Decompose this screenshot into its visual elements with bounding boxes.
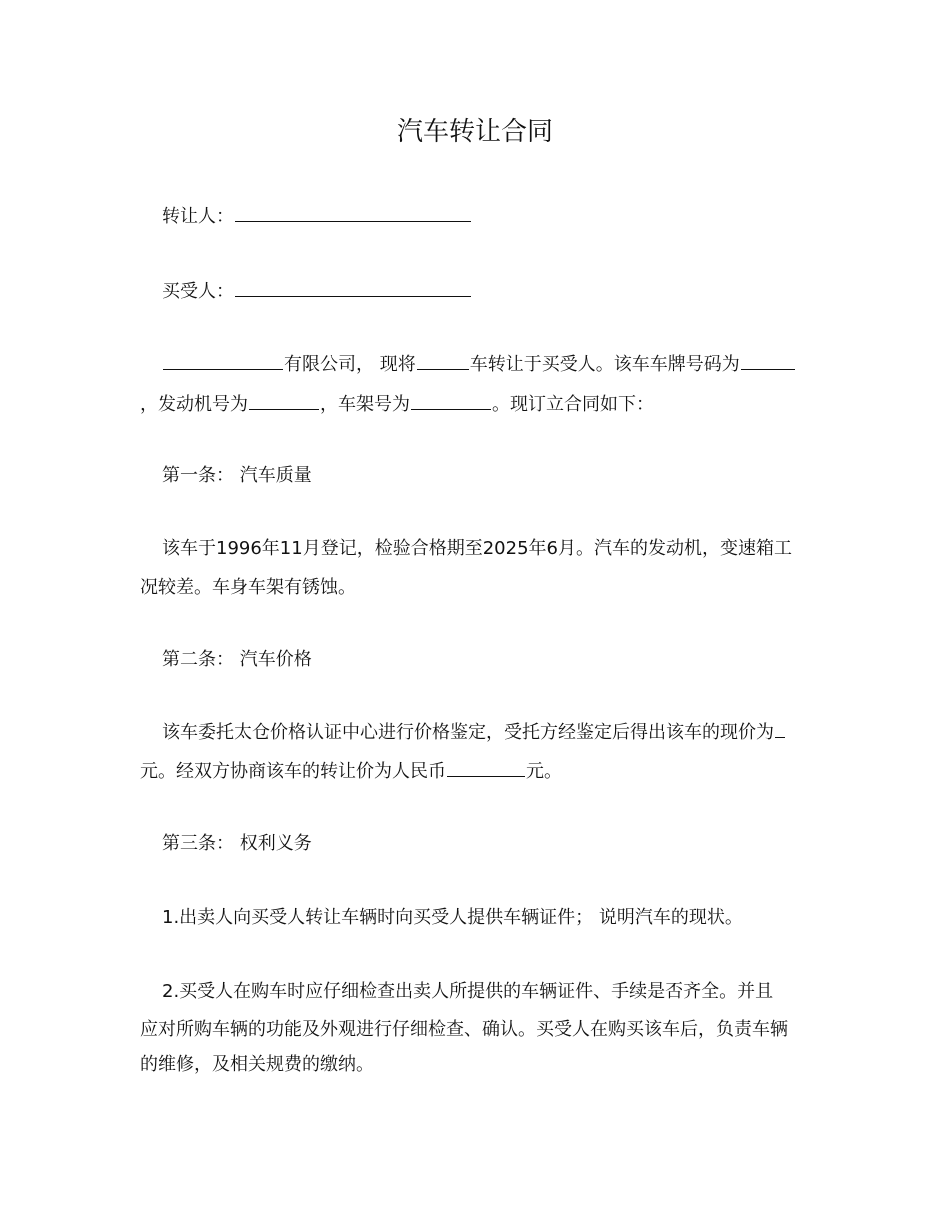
intro-closing: 。现订立合同如下： [492,394,654,415]
article1-heading: 第一条： 汽车质量 [162,465,312,486]
car-blank[interactable] [417,368,469,370]
article2-price-prefix: 元。经双方协商该车的转让价为人民币 [140,761,446,782]
plate-number-blank[interactable] [741,368,795,370]
article3-item-2-line-1: 2.买受人在购车时应仔细检查出卖人所提供的车辆证件、手续是否齐全。并且 [162,981,774,1002]
transferor-label: 转让人： [162,206,234,227]
intro-line-1 [162,350,842,380]
article1-text-line-2: 况较差。车身车架有锈蚀。 [140,577,356,598]
transferor-blank[interactable] [235,220,471,222]
company-suffix: 有限公司， 现将 [284,354,416,375]
frame-prefix: ，车架号为 [320,394,410,415]
transfer-price-blank[interactable] [447,775,525,777]
buyer-blank[interactable] [235,295,471,297]
document-title: 汽车转让合同 [396,117,553,147]
engine-prefix: ，发动机号为 [140,394,248,415]
article2-text-line-1 [162,718,842,748]
intro-line-2 [140,390,820,420]
company-blank[interactable] [163,368,283,370]
article2-price-suffix: 元。 [526,761,562,782]
engine-number-blank[interactable] [249,408,319,410]
article3-item-2-line-3: 的维修，及相关规费的缴纳。 [140,1054,374,1075]
current-price-blank[interactable] [775,736,785,738]
buyer-line [162,277,842,307]
buyer-label: 买受人： [162,281,234,302]
article1-text-line-1: 该车于1996年11月登记，检验合格期至2025年6月。汽车的发动机，变速箱工 [162,538,792,559]
article3-item-2-line-2: 应对所购车辆的功能及外观进行仔细检查、确认。买受人在购买该车后，负责车辆 [140,1019,788,1040]
article2-text-line-2 [140,757,820,787]
car-transfer-text: 车转让于买受人。该车车牌号码为 [469,354,740,375]
transferor-line [162,202,842,232]
article3-item-1: 1.出卖人向买受人转让车辆时向买受人提供车辆证件； 说明汽车的现状。 [162,907,743,928]
frame-number-blank[interactable] [411,408,491,410]
article2-text: 该车委托太仓价格认证中心进行价格鉴定，受托方经鉴定后得出该车的现价为 [162,722,774,743]
article2-heading: 第二条： 汽车价格 [162,649,312,670]
article3-heading: 第三条： 权利义务 [162,833,312,854]
